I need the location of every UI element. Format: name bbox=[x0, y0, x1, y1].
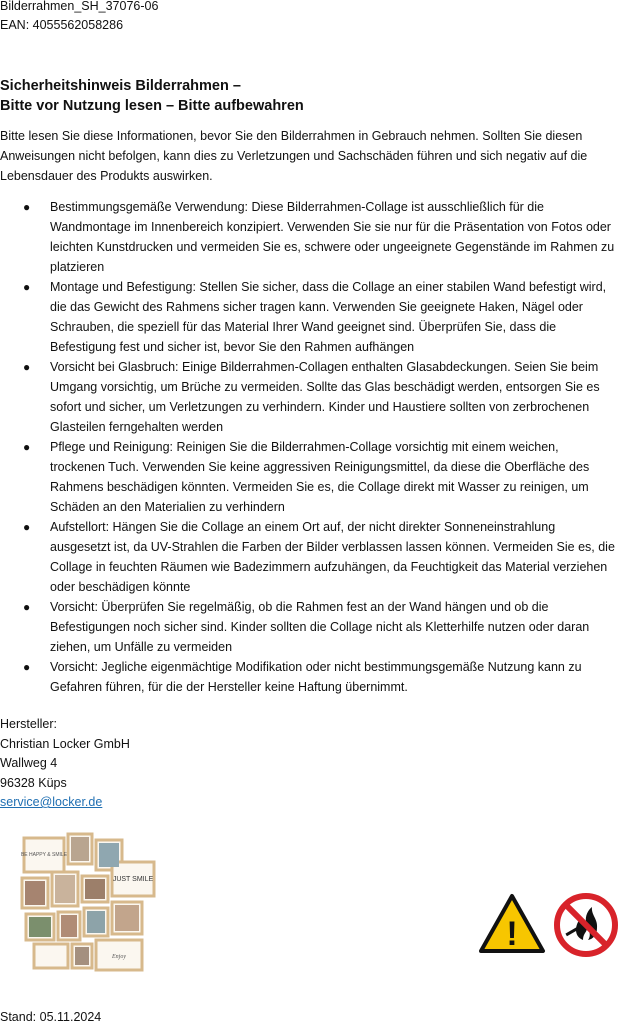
list-item-text: Vorsicht: Überprüfen Sie regelmäßig, ob die Rahmen fest an der Wand hängen und ob die Befestigungen noch sicher sind. Kinder sollten die Collage nicht als Kletterhilfe nutzen oder daran ziehen, um Unfälle zu vermeiden bbox=[50, 600, 590, 654]
document-heading bbox=[0, 76, 304, 116]
frame-text-bottom: Enjoy bbox=[112, 954, 126, 960]
list-item bbox=[0, 197, 615, 277]
bullet-icon: ● bbox=[23, 280, 31, 294]
product-meta bbox=[0, 0, 158, 35]
manufacturer-label: Hersteller: bbox=[0, 717, 57, 731]
bullet-icon: ● bbox=[23, 440, 31, 454]
list-item-text: Bestimmungsgemäße Verwendung: Diese Bilderrahmen-Collage ist ausschließlich für die Wandmontage im Innenbereich konzipiert. Verwenden Sie sie nur für die Präsentation von Fotos oder leichten Kunstdrucken und vermeiden Sie es, schwere oder ungeeignete Gegenstände im Rahmen zu platzieren bbox=[50, 200, 615, 274]
list-item-text: Aufstellort: Hängen Sie die Collage an einem Ort auf, der nicht direkter Sonneneinstrahlung ausgesetzt ist, da UV-Strahlen die Farben der Bilder verblassen lassen können. Vermeiden Sie es, die Collage in feuchten Räumen wie Badezimmern aufzuhängen, da Feuchtigkeit das Material verziehen oder beschädigen könnte bbox=[50, 520, 615, 594]
list-item bbox=[0, 657, 615, 697]
document-date: Stand: 05.11.2024 bbox=[0, 1010, 102, 1024]
product-image bbox=[14, 832, 164, 972]
manufacturer-block bbox=[0, 715, 130, 813]
ean-number: EAN: 4055562058286 bbox=[0, 18, 124, 32]
bullet-icon: ● bbox=[23, 520, 31, 534]
warning-mark: ! bbox=[506, 915, 518, 953]
list-item-text: Vorsicht: Jegliche eigenmächtige Modifikation oder nicht bestimmungsgemäße Nutzung kann zu Gefahren führen, für die der Hersteller keine Haftung übernimmt. bbox=[50, 660, 582, 694]
manufacturer-city: 96328 Küps bbox=[0, 775, 67, 790]
frame-text-right: JUST SMILE bbox=[112, 876, 154, 883]
bullet-icon: ● bbox=[23, 600, 31, 614]
list-item bbox=[0, 357, 615, 437]
bullet-icon: ● bbox=[23, 360, 31, 374]
heading-line-2: Bitte vor Nutzung lesen – Bitte aufbewahren bbox=[0, 98, 304, 114]
list-item bbox=[0, 597, 615, 657]
list-item bbox=[0, 277, 615, 357]
product-code: Bilderrahmen_SH_37076-06 bbox=[0, 0, 159, 13]
no-open-flame-icon bbox=[553, 892, 619, 958]
bullet-icon: ● bbox=[23, 200, 31, 214]
frame-text-top-left: BE HAPPY & SMILE bbox=[20, 852, 68, 858]
list-item-text: Pflege und Reinigung: Reinigen Sie die Bilderrahmen-Collage vorsichtig mit einem weichen, trockenen Tuch. Verwenden Sie keine aggressiven Reinigungsmittel, da diese die Oberfläche des Rahmens beschädigen könnten. Vermeiden Sie es, die Collage direkt mit Wasser zu reinigen, um Schäden an den Materialien zu verhindern bbox=[50, 440, 590, 514]
intro-paragraph: Bitte lesen Sie diese Informationen, bevor Sie den Bilderrahmen in Gebrauch nehmen. Sollten Sie diesen Anweisungen nicht befolgen, kann dies zu Verletzungen und Sachschäden führen und sich negativ auf die Lebensdauer des Produkts auswirken. bbox=[0, 129, 588, 183]
list-item bbox=[0, 437, 615, 517]
manufacturer-company: Christian Locker GmbH bbox=[0, 736, 130, 751]
list-item-text: Montage und Befestigung: Stellen Sie sicher, dass die Collage an einer stabilen Wand befestigt wird, die das Gewicht des Rahmens sicher tragen kann. Verwenden Sie geeignete Haken, Nägel oder Schrauben, die speziell für das Material Ihrer Wand geeignet sind. Überprüfen Sie, dass die Befestigung fest und sicher ist, bevor Sie den Rahmen aufhängen bbox=[50, 280, 607, 354]
manufacturer-email-link[interactable]: service@locker.de bbox=[0, 795, 103, 809]
warning-triangle-icon bbox=[478, 893, 546, 955]
manufacturer-street: Wallweg 4 bbox=[0, 756, 58, 770]
bullet-icon: ● bbox=[23, 660, 31, 674]
heading-line-1: Sicherheitshinweis Bilderrahmen – bbox=[0, 78, 241, 94]
list-item-text: Vorsicht bei Glasbruch: Einige Bilderrahmen-Collagen enthalten Glasabdeckungen. Seien Sie beim Umgang vorsichtig, um Brüche zu vermeiden. Sollte das Glas beschädigt werden, entsorgen Sie es sofort und sicher, um Verletzungen zu verhindern. Kinder und Haustiere sollten von zerbrochenen Glasteilen ferngehalten werden bbox=[50, 360, 600, 434]
list-item bbox=[0, 517, 615, 597]
safety-list bbox=[0, 197, 620, 697]
